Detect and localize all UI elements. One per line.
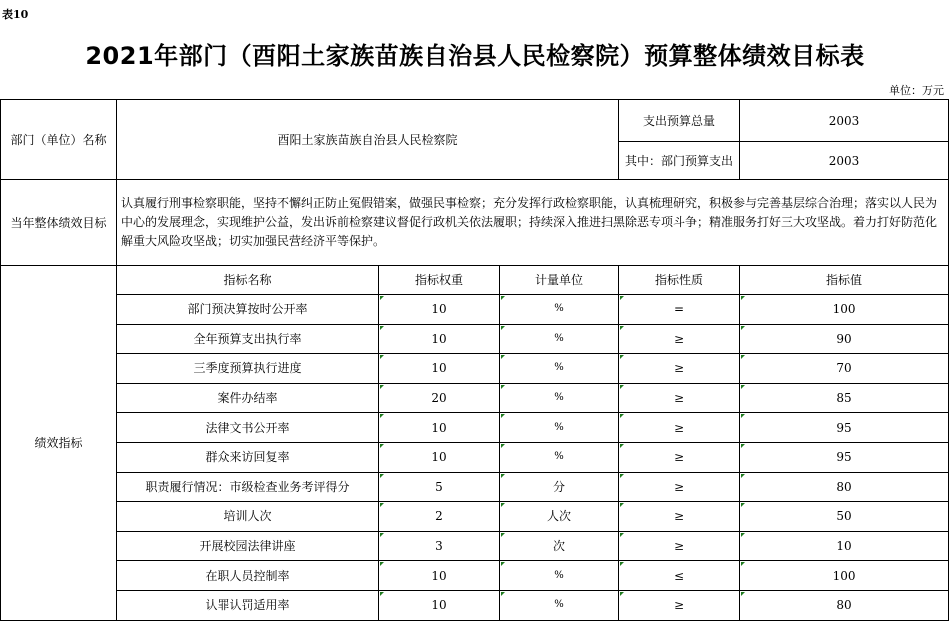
indicator-unit: 人次 <box>500 502 619 532</box>
table-row <box>1 590 949 620</box>
header-nature: 指标性质 <box>619 266 740 295</box>
indicator-value: 80 <box>740 472 949 502</box>
indicator-weight: 10 <box>379 354 500 384</box>
indicator-unit: 次 <box>500 531 619 561</box>
indicator-value: 70 <box>740 354 949 384</box>
dept-budget-value: 2003 <box>740 142 949 180</box>
indicator-nature: ≥ <box>619 531 740 561</box>
indicator-unit: 分 <box>500 472 619 502</box>
indicator-weight: 10 <box>379 561 500 591</box>
indicator-nature: = <box>619 295 740 325</box>
indicator-name: 全年预算支出执行率 <box>117 324 379 354</box>
header-weight: 指标权重 <box>379 266 500 295</box>
unit-label: 单位：万元 <box>889 84 944 97</box>
indicator-nature: ≥ <box>619 590 740 620</box>
indicators-section-label: 绩效指标 <box>1 266 117 621</box>
header-unit: 计量单位 <box>500 266 619 295</box>
indicator-name: 案件办结率 <box>117 383 379 413</box>
dept-budget-label: 其中：部门预算支出 <box>619 142 740 180</box>
indicator-unit: % <box>500 354 619 384</box>
indicator-unit: % <box>500 561 619 591</box>
indicator-weight: 10 <box>379 442 500 472</box>
indicator-name: 职责履行情况：市级检查业务考评得分 <box>117 472 379 502</box>
indicator-unit: % <box>500 383 619 413</box>
indicator-name: 三季度预算执行进度 <box>117 354 379 384</box>
indicator-nature: ≥ <box>619 354 740 384</box>
dept-name-value: 酉阳土家族苗族自治县人民检察院 <box>117 100 619 180</box>
indicator-unit: % <box>500 442 619 472</box>
indicator-nature: ≥ <box>619 383 740 413</box>
indicator-value: 80 <box>740 590 949 620</box>
indicator-nature: ≥ <box>619 502 740 532</box>
indicator-value: 95 <box>740 413 949 443</box>
table-row <box>1 502 949 532</box>
indicator-unit: % <box>500 324 619 354</box>
table-row <box>1 531 949 561</box>
indicator-value: 100 <box>740 561 949 591</box>
indicator-name: 在职人员控制率 <box>117 561 379 591</box>
page-title: 2021年部门（酉阳土家族苗族自治县人民检察院）预算整体绩效目标表 <box>85 42 865 70</box>
table-row <box>1 324 949 354</box>
indicator-name: 认罪认罚适用率 <box>117 590 379 620</box>
indicator-value: 95 <box>740 442 949 472</box>
indicator-unit: % <box>500 590 619 620</box>
indicator-weight: 10 <box>379 413 500 443</box>
indicator-unit: % <box>500 413 619 443</box>
indicator-header-row <box>1 266 949 295</box>
table-row <box>1 413 949 443</box>
table-row <box>1 442 949 472</box>
indicator-weight: 2 <box>379 502 500 532</box>
header-target-value: 指标值 <box>740 266 949 295</box>
indicator-value: 100 <box>740 295 949 325</box>
total-budget-label: 支出预算总量 <box>619 100 740 142</box>
indicator-weight: 10 <box>379 590 500 620</box>
table-row <box>1 561 949 591</box>
indicator-nature: ≥ <box>619 472 740 502</box>
dept-name-label: 部门（单位）名称 <box>1 100 117 180</box>
indicator-value: 10 <box>740 531 949 561</box>
goal-label: 当年整体绩效目标 <box>1 180 117 266</box>
indicator-nature: ≥ <box>619 324 740 354</box>
performance-table <box>0 99 949 621</box>
indicator-value: 50 <box>740 502 949 532</box>
indicator-value: 90 <box>740 324 949 354</box>
indicator-nature: ≤ <box>619 561 740 591</box>
table-row <box>1 354 949 384</box>
indicator-weight: 20 <box>379 383 500 413</box>
goal-text: 认真履行刑事检察职能，坚持不懈纠正防止冤假错案，做强民事检察；充分发挥行政检察职能，认真梳理研究，积极参与完善基层综合治理；落实以人民为中心的发展理念，实现维护公益，发出诉前检察建议督促行政机关依法履职；持续深入推进扫黑除恶专项斗争；精准服务打好三大攻坚战。着力打好防范化解重大风险攻坚战；切实加强民营经济平等保护。 <box>117 180 949 266</box>
indicator-nature: ≥ <box>619 442 740 472</box>
indicator-weight: 5 <box>379 472 500 502</box>
indicator-unit: % <box>500 295 619 325</box>
indicator-name: 开展校园法律讲座 <box>117 531 379 561</box>
total-budget-value: 2003 <box>740 100 949 142</box>
indicator-name: 法律文书公开率 <box>117 413 379 443</box>
indicator-weight: 10 <box>379 295 500 325</box>
header-indicator-name: 指标名称 <box>117 266 379 295</box>
total-budget-row <box>1 100 949 142</box>
goal-row <box>1 180 949 266</box>
table-row <box>1 383 949 413</box>
indicator-value: 85 <box>740 383 949 413</box>
indicator-weight: 10 <box>379 324 500 354</box>
indicator-name: 培训人次 <box>117 502 379 532</box>
table-row <box>1 295 949 325</box>
table-row <box>1 472 949 502</box>
indicator-weight: 3 <box>379 531 500 561</box>
table-number: 表10 <box>2 8 29 21</box>
indicator-name: 部门预决算按时公开率 <box>117 295 379 325</box>
indicator-nature: ≥ <box>619 413 740 443</box>
indicator-name: 群众来访回复率 <box>117 442 379 472</box>
